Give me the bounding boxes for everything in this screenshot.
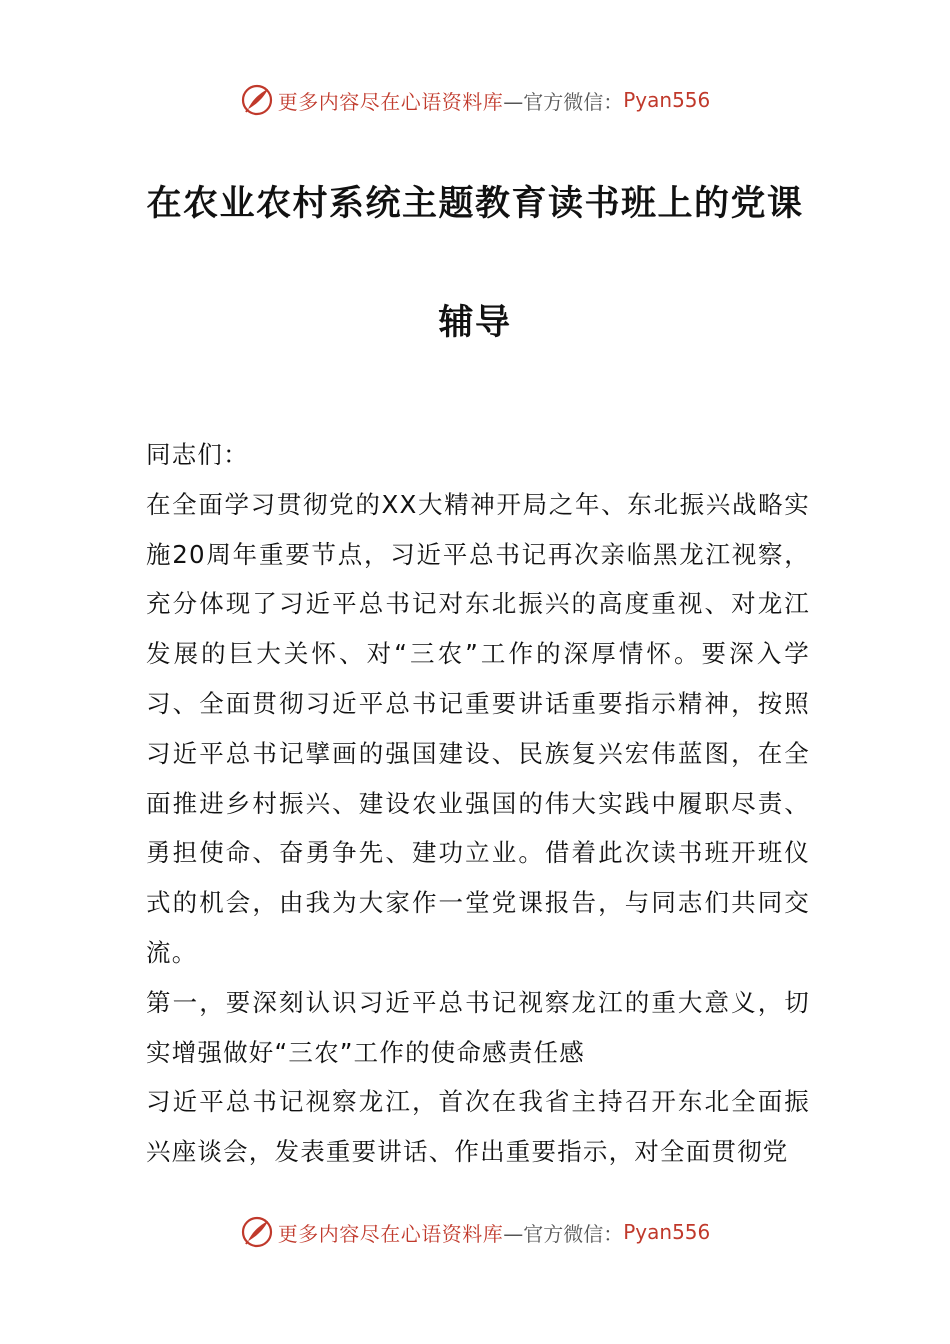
paragraph: 习近平总书记视察龙江，首次在我省主持召开东北全面振兴座谈会，发表重要讲话、作出重要指示，对全面贯彻党 — [146, 1087, 810, 1167]
watermark-wechat-id: Pyan556 — [623, 1220, 711, 1244]
salutation: 同志们： — [146, 440, 249, 469]
watermark-separator: —官方微信： — [503, 89, 624, 114]
watermark-separator: —官方微信： — [503, 1221, 624, 1246]
watermark-wechat-id: Pyan556 — [623, 88, 711, 112]
document-body — [146, 430, 810, 1177]
document-title-line2: 辅导 — [438, 303, 512, 343]
header-watermark — [0, 80, 950, 120]
footer-watermark — [0, 1212, 950, 1252]
watermark-text: 更多内容尽在心语资料库 — [277, 1221, 504, 1246]
watermark-text: 更多内容尽在心语资料库 — [277, 89, 504, 114]
paragraph: 在全面学习贯彻党的XX大精神开局之年、东北振兴战略实施20周年重要节点，习近平总书记再次亲临黑龙江视察，充分体现了习近平总书记对东北振兴的高度重视、对龙江发展的巨大关怀、对“三农”工作的深厚情怀。要深入学习、全面贯彻习近平总书记重要讲话重要指示精神，按照习近平总书记擘画的强国建设、民族复兴宏伟蓝图，在全面推进乡村振兴、建设农业强国的伟大实践中履职尽责、勇担使命、奋勇争先、建功立业。借着此次读书班开班仪式的机会，由我为大家作一堂党课报告，与同志们共同交流。 — [146, 489, 810, 967]
document-title-line1: 在农业农村系统主题教育读书班上的党课 — [146, 184, 804, 224]
section-heading: 第一，要深刻认识习近平总书记视察龙江的重大意义，切实增强做好“三农”工作的使命感责任感 — [146, 987, 810, 1067]
quill-logo-icon — [240, 83, 274, 117]
quill-logo-icon — [240, 1215, 274, 1249]
